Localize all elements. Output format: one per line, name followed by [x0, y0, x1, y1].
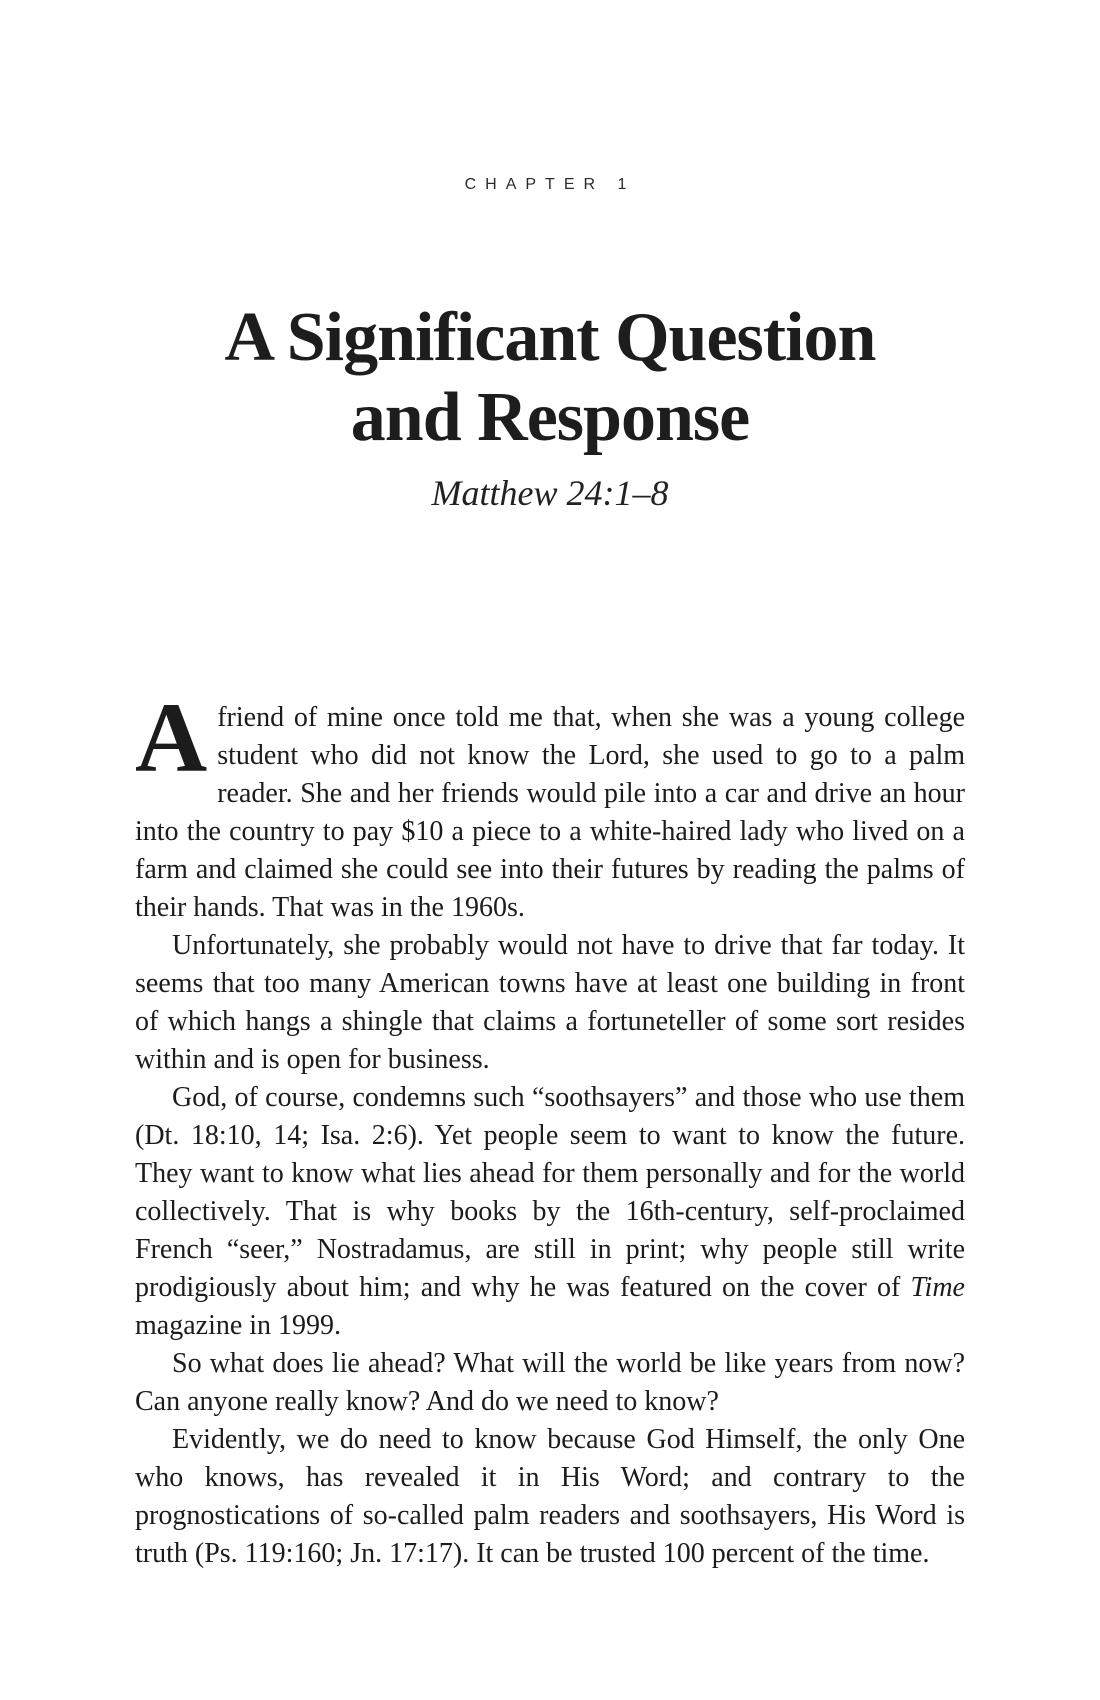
paragraph-5: Evidently, we do need to know because God Himself, the only One who knows, has revealed it in His Word; and contrary to the prognostications of so-called palm readers and soothsayers, His Word is truth (Ps. 119:160; Jn. 17:17). It can be trusted 100 percent of the time.: [135, 1424, 965, 1569]
paragraph-3-text-after: magazine in 1999.: [135, 1310, 342, 1341]
scripture-reference: Matthew 24:1–8: [431, 473, 669, 513]
paragraph-4: So what does lie ahead? What will the world be like years from now? Can anyone really know? And do we need to know?: [135, 1348, 965, 1417]
time-magazine-italic: Time: [910, 1272, 965, 1303]
paragraph-3: [135, 1079, 965, 1345]
chapter-title-line-2: and Response: [350, 379, 750, 456]
drop-cap: A: [135, 682, 208, 793]
paragraph-2: Unfortunately, she probably would not have to drive that far today. It seems that too many American towns have at least one building in front of which hangs a shingle that claims a fortuneteller of some sort resides within and is open for business.: [135, 930, 965, 1075]
paragraph-1: [135, 682, 965, 927]
chapter-title: [0, 298, 1100, 458]
chapter-title-line-1: A Significant Question: [224, 299, 876, 376]
paragraph-3-text-before: God, of course, condemns such “soothsayers” and those who use them (Dt. 18:10, 14; Isa. 2:6). Yet people seem to want to know the future. They want to know what lies ahead for them personally and for the world collectively. That is why books by the 16th-century, self-proclaimed French “seer,” Nostradamus, are still in print; why people still write prodigiously about him; and why he was featured on the cover of: [135, 1082, 965, 1303]
chapter-label: CHAPTER 1: [464, 176, 636, 193]
body-text: [135, 682, 965, 1573]
paragraph-1-text: friend of mine once told me that, when she was a young college student who did not know the Lord, she used to go to a palm reader. She and her friends would pile into a car and drive an hour into the country to pay $10 a piece to a white-haired lady who lived on a farm and claimed she could see into their futures by reading the palms of their hands. That was in the 1960s.: [135, 702, 965, 923]
